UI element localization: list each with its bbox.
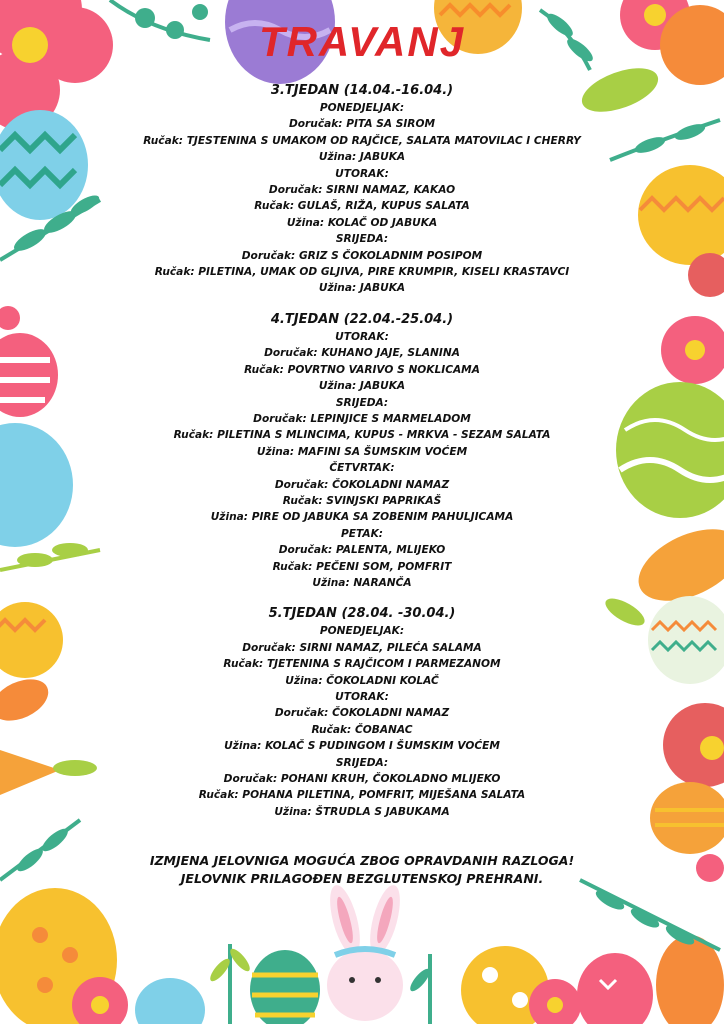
right-green-egg-icon bbox=[616, 382, 724, 518]
carrot-icon bbox=[0, 750, 97, 795]
right-yellow-egg-icon bbox=[638, 165, 724, 265]
day-label: PETAK: bbox=[340, 527, 384, 540]
bottom-right-decor-icon bbox=[407, 935, 724, 1024]
week-title: 3.TJEDAN (14.04.-16.04.) bbox=[270, 83, 454, 98]
day-label: UTORAK: bbox=[335, 330, 389, 343]
snack-line: Užina: NARANČA bbox=[312, 576, 412, 589]
right-red-flower-large-icon bbox=[663, 703, 724, 787]
footer-line-gluten-free: JELOVNIK PRILAGOĐEN BEZGLUTENSKOJ PREHRANI. bbox=[180, 871, 544, 886]
snack-line: Užina: KOLAČ S PUDINGOM I ŠUMSKIM VOĆEM bbox=[224, 740, 500, 753]
breakfast-line: Doručak: ČOKOLADNI NAMAZ bbox=[274, 478, 450, 491]
lunch-line: Ručak: SVINJSKI PAPRIKAŠ bbox=[282, 494, 442, 507]
bunny-icon bbox=[324, 882, 406, 1021]
right-egg-pattern-icon bbox=[601, 593, 724, 684]
snack-line: Užina: MAFINI SA ŠUMSKIM VOĆEM bbox=[256, 445, 468, 458]
lunch-line: Ručak: PILETINA, UMAK OD GLJIVA, PIRE KRUMPIR, KISELI KRASTAVCI bbox=[154, 266, 570, 279]
week-section bbox=[130, 311, 594, 592]
breakfast-line: Doručak: GRIZ S ČOKOLADNIM POSIPOM bbox=[241, 249, 483, 262]
right-bottom-leaves-icon bbox=[580, 880, 720, 950]
lunch-line: Ručak: PEČENI SOM, POMFRIT bbox=[272, 560, 452, 573]
snack-line: Užina: ČOKOLADNI KOLAČ bbox=[285, 674, 439, 687]
snack-line: Užina: ŠTRUDLA S JABUKAMA bbox=[274, 805, 450, 818]
week-section bbox=[130, 605, 594, 820]
section-spacer bbox=[130, 591, 594, 605]
week-section bbox=[130, 82, 594, 297]
breakfast-line: Doručak: LEPINJICE S MARMELADOM bbox=[253, 412, 471, 425]
yellow-egg-icon bbox=[0, 602, 63, 678]
footer-line-change-notice: IZMJENA JELOVNIGA MOGUĆA ZBOG OPRAVDANIH RAZLOGA! bbox=[149, 853, 575, 868]
day-label: SRIJEDA: bbox=[335, 756, 389, 769]
section-spacer bbox=[130, 297, 594, 311]
breakfast-line: Doručak: POHANI KRUH, ČOKOLADNO MLIJEKO bbox=[223, 773, 501, 786]
breakfast-line: Doručak: PALENTA, MLIJEKO bbox=[278, 544, 446, 557]
lunch-line: Ručak: ČOBANAC bbox=[311, 723, 413, 736]
bottom-plant-icon bbox=[207, 944, 253, 1024]
lime-leaves-icon bbox=[0, 543, 100, 570]
menu-content bbox=[130, 82, 594, 820]
day-label: SRIJEDA: bbox=[335, 233, 389, 246]
breakfast-line: Doručak: SIRNI NAMAZ, PILEĆA SALAMA bbox=[242, 641, 482, 654]
teal-egg-icon bbox=[0, 110, 88, 220]
right-teal-leaves-icon bbox=[610, 120, 720, 160]
striped-egg-icon bbox=[0, 306, 58, 417]
breakfast-line: Doručak: KUHANO JAJE, SLANINA bbox=[264, 347, 460, 360]
bottom-striped-egg-icon bbox=[250, 950, 320, 1024]
lunch-line: Ručak: PILETINA S MLINCIMA, KUPUS - MRKVA - SEZAM SALATA bbox=[173, 429, 551, 442]
lunch-line: Ručak: TJETENINA S RAJČICOM I PARMEZANOM bbox=[223, 658, 501, 671]
breakfast-line: Doručak: SIRNI NAMAZ, KAKAO bbox=[268, 184, 456, 197]
week-title: 4.TJEDAN (22.04.-25.04.) bbox=[270, 311, 454, 327]
week-title: 5.TJEDAN (28.04. -30.04.) bbox=[268, 606, 456, 622]
right-pink-flower-icon bbox=[661, 316, 724, 384]
snack-line: Užina: KOLAČ OD JABUKA bbox=[286, 216, 438, 229]
lunch-line: Ručak: POVRTNO VARIVO S NOKLICAMA bbox=[244, 363, 480, 376]
snack-line: Užina: JABUKA bbox=[318, 282, 406, 295]
breakfast-line: Doručak: PITA SA SIROM bbox=[288, 118, 436, 131]
snack-line: Užina: JABUKA bbox=[318, 380, 406, 393]
day-label: SRIJEDA: bbox=[335, 396, 389, 409]
lunch-line: Ručak: POHANA PILETINA, POMFRIT, MIJEŠANA SALATA bbox=[198, 789, 526, 802]
lunch-line: Ručak: TJESTENINA S UMAKOM OD RAJČICE, SALATA MATOVILAC I CHERRY bbox=[143, 134, 581, 147]
page-title: TRAVANJ bbox=[258, 18, 466, 65]
footer-notice bbox=[0, 852, 724, 888]
bottom-teal-egg-icon bbox=[135, 978, 205, 1024]
orange-leaf-icon bbox=[0, 671, 55, 729]
day-label: ČETVRTAK: bbox=[329, 462, 395, 475]
breakfast-line: Doručak: ČOKOLADNI NAMAZ bbox=[274, 707, 450, 720]
snack-line: Užina: PIRE OD JABUKA SA ZOBENIM PAHULJICAMA bbox=[210, 511, 514, 524]
blue-egg-icon bbox=[0, 423, 73, 547]
lunch-line: Ručak: GULAŠ, RIŽA, KUPUS SALATA bbox=[254, 200, 470, 213]
day-label: PONEDJELJAK: bbox=[319, 625, 405, 638]
snack-line: Užina: JABUKA bbox=[318, 151, 406, 164]
day-label: UTORAK: bbox=[335, 167, 389, 180]
day-label: PONEDJELJAK: bbox=[319, 102, 405, 114]
day-label: UTORAK: bbox=[335, 691, 389, 703]
